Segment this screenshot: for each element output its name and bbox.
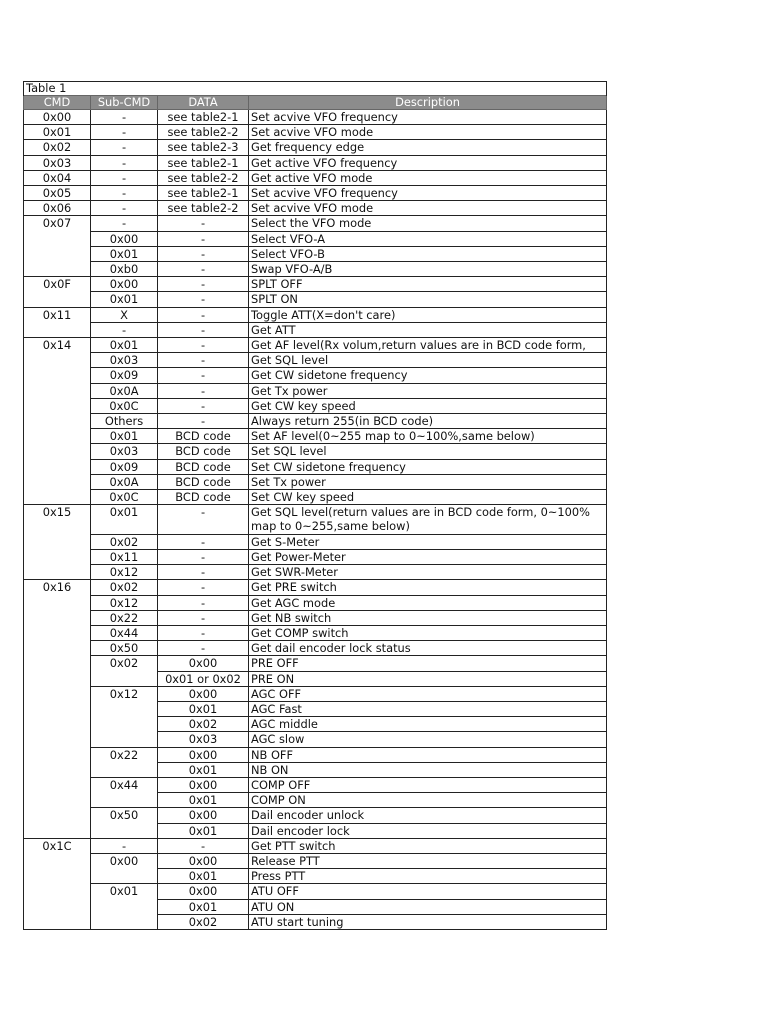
- cmd-cell: 0x16: [24, 580, 91, 838]
- cmd-cell: 0x03: [24, 155, 91, 170]
- cmd-cell: 0x02: [24, 140, 91, 155]
- sub-cmd-cell: -: [91, 201, 158, 216]
- table-row: [24, 201, 607, 216]
- description-cell: Set CW sidetone frequency: [249, 459, 607, 474]
- description-cell: Select the VFO mode: [249, 216, 607, 231]
- table-row: [24, 262, 607, 277]
- description-cell: Set SQL level: [249, 444, 607, 459]
- table-row: [24, 580, 607, 595]
- description-cell: Set CW key speed: [249, 490, 607, 505]
- description-cell: Get CW key speed: [249, 398, 607, 413]
- data-cell: -: [158, 383, 249, 398]
- data-cell: 0x01: [158, 793, 249, 808]
- table-row: [24, 429, 607, 444]
- sub-cmd-cell: Others: [91, 414, 158, 429]
- sub-cmd-cell: 0x02: [91, 580, 158, 595]
- data-cell: 0x00: [158, 656, 249, 671]
- header-sub-cmd: Sub-CMD: [91, 96, 158, 110]
- table-row: [24, 414, 607, 429]
- description-cell: Select VFO-B: [249, 246, 607, 261]
- table-row: [24, 565, 607, 580]
- description-cell: ATU start tuning: [249, 914, 607, 929]
- command-table: [23, 81, 607, 930]
- table-row: [24, 838, 607, 853]
- description-cell: Get active VFO frequency: [249, 155, 607, 170]
- data-cell: see table2-3: [158, 140, 249, 155]
- data-cell: -: [158, 505, 249, 534]
- header-data: DATA: [158, 96, 249, 110]
- sub-cmd-cell: -: [91, 838, 158, 853]
- sub-cmd-cell: 0x02: [91, 656, 158, 686]
- data-cell: -: [158, 322, 249, 337]
- description-cell: Get SQL level: [249, 353, 607, 368]
- description-cell: Set Tx power: [249, 474, 607, 489]
- description-cell: Set acvive VFO mode: [249, 201, 607, 216]
- sub-cmd-cell: -: [91, 140, 158, 155]
- data-cell: 0x01: [158, 762, 249, 777]
- description-cell: Set AF level(0~255 map to 0~100%,same below): [249, 429, 607, 444]
- data-cell: 0x01: [158, 899, 249, 914]
- description-cell: Dail encoder unlock: [249, 808, 607, 823]
- description-cell: Get Tx power: [249, 383, 607, 398]
- sub-cmd-cell: 0x0C: [91, 490, 158, 505]
- sub-cmd-cell: 0x02: [91, 534, 158, 549]
- data-cell: 0x01: [158, 823, 249, 838]
- sub-cmd-cell: 0x01: [91, 884, 158, 930]
- description-cell: Dail encoder lock: [249, 823, 607, 838]
- table-row: [24, 140, 607, 155]
- sub-cmd-cell: 0x50: [91, 641, 158, 656]
- sub-cmd-cell: 0x00: [91, 853, 158, 883]
- cmd-cell: 0x15: [24, 505, 91, 580]
- table-row: [24, 686, 607, 701]
- data-cell: 0x01: [158, 869, 249, 884]
- data-cell: 0x00: [158, 686, 249, 701]
- table-row: [24, 155, 607, 170]
- table-row: [24, 170, 607, 185]
- table-row: [24, 777, 607, 792]
- table-row: [24, 505, 607, 534]
- data-cell: 0x01: [158, 701, 249, 716]
- data-cell: BCD code: [158, 459, 249, 474]
- data-cell: -: [158, 307, 249, 322]
- description-cell: Get AGC mode: [249, 595, 607, 610]
- sub-cmd-cell: 0x12: [91, 565, 158, 580]
- description-cell: ATU OFF: [249, 884, 607, 899]
- description-cell: Get Power-Meter: [249, 549, 607, 564]
- description-cell: Get NB switch: [249, 610, 607, 625]
- description-cell: Set acvive VFO mode: [249, 125, 607, 140]
- data-cell: 0x00: [158, 853, 249, 868]
- header-description: Description: [249, 96, 607, 110]
- table-row: [24, 459, 607, 474]
- description-cell: Get PRE switch: [249, 580, 607, 595]
- header-cmd: CMD: [24, 96, 91, 110]
- data-cell: -: [158, 231, 249, 246]
- description-cell: Get SWR-Meter: [249, 565, 607, 580]
- data-cell: -: [158, 565, 249, 580]
- data-cell: 0x03: [158, 732, 249, 747]
- data-cell: see table2-1: [158, 110, 249, 125]
- data-cell: BCD code: [158, 474, 249, 489]
- table-row: [24, 656, 607, 671]
- table-row: [24, 474, 607, 489]
- sub-cmd-cell: 0x03: [91, 353, 158, 368]
- sub-cmd-cell: -: [91, 110, 158, 125]
- table-row: [24, 444, 607, 459]
- data-cell: -: [158, 534, 249, 549]
- cmd-cell: 0x04: [24, 170, 91, 185]
- cmd-cell: 0x1C: [24, 838, 91, 929]
- data-cell: -: [158, 277, 249, 292]
- sub-cmd-cell: 0x01: [91, 292, 158, 307]
- cmd-cell: 0x05: [24, 186, 91, 201]
- description-cell: NB OFF: [249, 747, 607, 762]
- data-cell: 0x01 or 0x02: [158, 671, 249, 686]
- description-cell: COMP OFF: [249, 777, 607, 792]
- sub-cmd-cell: -: [91, 186, 158, 201]
- sub-cmd-cell: 0x01: [91, 429, 158, 444]
- data-cell: -: [158, 216, 249, 231]
- description-cell: Select VFO-A: [249, 231, 607, 246]
- spreadsheet: [23, 81, 606, 930]
- table-row: [24, 216, 607, 231]
- table-row: [24, 549, 607, 564]
- sub-cmd-cell: 0x0A: [91, 474, 158, 489]
- sub-cmd-cell: 0x09: [91, 459, 158, 474]
- data-cell: 0x00: [158, 747, 249, 762]
- table-row: [24, 595, 607, 610]
- table-title-row: [24, 82, 607, 96]
- table-row: [24, 610, 607, 625]
- data-cell: see table2-1: [158, 155, 249, 170]
- table-row: [24, 277, 607, 292]
- sub-cmd-cell: 0x01: [91, 246, 158, 261]
- header-row: [24, 96, 607, 110]
- sub-cmd-cell: 0x09: [91, 368, 158, 383]
- data-cell: -: [158, 246, 249, 261]
- cmd-cell: 0x00: [24, 110, 91, 125]
- description-cell: PRE ON: [249, 671, 607, 686]
- sub-cmd-cell: 0x03: [91, 444, 158, 459]
- description-cell: SPLT OFF: [249, 277, 607, 292]
- data-cell: BCD code: [158, 490, 249, 505]
- table-row: [24, 368, 607, 383]
- description-cell: SPLT ON: [249, 292, 607, 307]
- description-cell: Get SQL level(return values are in BCD code form, 0~100% map to 0~255,same below): [249, 505, 607, 534]
- table-row: [24, 246, 607, 261]
- data-cell: -: [158, 414, 249, 429]
- table-row: [24, 292, 607, 307]
- description-cell: AGC slow: [249, 732, 607, 747]
- sub-cmd-cell: 0x00: [91, 277, 158, 292]
- data-cell: 0x02: [158, 717, 249, 732]
- table-row: [24, 383, 607, 398]
- description-cell: Get dail encoder lock status: [249, 641, 607, 656]
- sub-cmd-cell: 0x12: [91, 595, 158, 610]
- data-cell: BCD code: [158, 444, 249, 459]
- table-title: Table 1: [24, 82, 607, 96]
- sub-cmd-cell: -: [91, 322, 158, 337]
- cmd-cell: 0x14: [24, 338, 91, 505]
- description-cell: AGC middle: [249, 717, 607, 732]
- data-cell: -: [158, 610, 249, 625]
- sub-cmd-cell: 0x50: [91, 808, 158, 838]
- sub-cmd-cell: 0x22: [91, 610, 158, 625]
- table-row: [24, 110, 607, 125]
- data-cell: -: [158, 549, 249, 564]
- description-cell: COMP ON: [249, 793, 607, 808]
- sub-cmd-cell: 0x01: [91, 505, 158, 534]
- sub-cmd-cell: 0x0A: [91, 383, 158, 398]
- data-cell: see table2-2: [158, 170, 249, 185]
- data-cell: -: [158, 368, 249, 383]
- table-row: [24, 808, 607, 823]
- table-row: [24, 747, 607, 762]
- data-cell: -: [158, 625, 249, 640]
- description-cell: Get PTT switch: [249, 838, 607, 853]
- table-row: [24, 853, 607, 868]
- cmd-cell: 0x0F: [24, 277, 91, 307]
- data-cell: BCD code: [158, 429, 249, 444]
- sub-cmd-cell: -: [91, 170, 158, 185]
- description-cell: Set acvive VFO frequency: [249, 186, 607, 201]
- data-cell: 0x00: [158, 808, 249, 823]
- table-row: [24, 353, 607, 368]
- sub-cmd-cell: 0x22: [91, 747, 158, 777]
- table-row: [24, 534, 607, 549]
- table-row: [24, 125, 607, 140]
- cmd-cell: 0x07: [24, 216, 91, 277]
- data-cell: -: [158, 838, 249, 853]
- cmd-cell: 0x01: [24, 125, 91, 140]
- sub-cmd-cell: 0x12: [91, 686, 158, 747]
- data-cell: see table2-2: [158, 125, 249, 140]
- data-cell: 0x00: [158, 777, 249, 792]
- description-cell: Get active VFO mode: [249, 170, 607, 185]
- data-cell: -: [158, 595, 249, 610]
- table-row: [24, 884, 607, 899]
- data-cell: -: [158, 262, 249, 277]
- sub-cmd-cell: 0x0C: [91, 398, 158, 413]
- description-cell: Swap VFO-A/B: [249, 262, 607, 277]
- data-cell: 0x02: [158, 914, 249, 929]
- data-cell: -: [158, 292, 249, 307]
- table-row: [24, 307, 607, 322]
- description-cell: Set acvive VFO frequency: [249, 110, 607, 125]
- sub-cmd-cell: 0x44: [91, 777, 158, 807]
- description-cell: Get CW sidetone frequency: [249, 368, 607, 383]
- description-cell: ATU ON: [249, 899, 607, 914]
- description-cell: Get AF level(Rx volum,return values are in BCD code form,: [249, 338, 607, 353]
- description-cell: Release PTT: [249, 853, 607, 868]
- description-cell: NB ON: [249, 762, 607, 777]
- table-row: [24, 398, 607, 413]
- table-row: [24, 641, 607, 656]
- cmd-cell: 0x11: [24, 307, 91, 337]
- table-row: [24, 490, 607, 505]
- sub-cmd-cell: 0xb0: [91, 262, 158, 277]
- description-cell: Always return 255(in BCD code): [249, 414, 607, 429]
- sub-cmd-cell: -: [91, 155, 158, 170]
- cmd-cell: 0x06: [24, 201, 91, 216]
- sub-cmd-cell: -: [91, 216, 158, 231]
- description-cell: PRE OFF: [249, 656, 607, 671]
- description-cell: Get S-Meter: [249, 534, 607, 549]
- table-row: [24, 338, 607, 353]
- description-cell: AGC OFF: [249, 686, 607, 701]
- table-row: [24, 231, 607, 246]
- sub-cmd-cell: -: [91, 125, 158, 140]
- sub-cmd-cell: 0x01: [91, 338, 158, 353]
- data-cell: -: [158, 641, 249, 656]
- description-cell: AGC Fast: [249, 701, 607, 716]
- sub-cmd-cell: 0x11: [91, 549, 158, 564]
- data-cell: see table2-1: [158, 186, 249, 201]
- data-cell: -: [158, 353, 249, 368]
- sub-cmd-cell: 0x00: [91, 231, 158, 246]
- table-row: [24, 625, 607, 640]
- sub-cmd-cell: 0x44: [91, 625, 158, 640]
- data-cell: -: [158, 338, 249, 353]
- description-cell: Get frequency edge: [249, 140, 607, 155]
- data-cell: see table2-2: [158, 201, 249, 216]
- table-row: [24, 186, 607, 201]
- description-cell: Get COMP switch: [249, 625, 607, 640]
- description-cell: Press PTT: [249, 869, 607, 884]
- data-cell: 0x00: [158, 884, 249, 899]
- table-row: [24, 322, 607, 337]
- data-cell: -: [158, 398, 249, 413]
- description-cell: Toggle ATT(X=don't care): [249, 307, 607, 322]
- data-cell: -: [158, 580, 249, 595]
- sub-cmd-cell: X: [91, 307, 158, 322]
- description-cell: Get ATT: [249, 322, 607, 337]
